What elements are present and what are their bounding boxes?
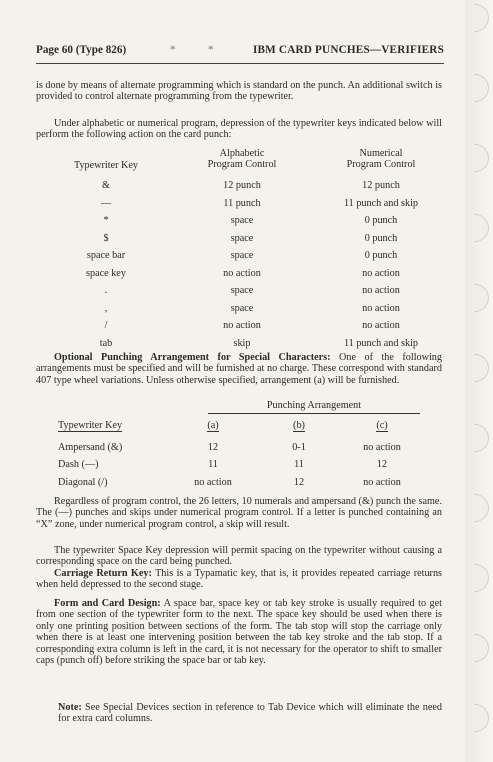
form-card-design-text: A space bar, space key or tab key stroke is usually required to get from one section of the typewriter form to the next. The space key should be used when there is only one printing position between sections of the form. The tab stop will stop the carriage only when there is at least one intervening position between the tab key stroke and the tab stop. If a corresponding extra column is left in the card, it is not necessary for the operator to shift to smaller caps (punch off) before striking the space bar or tab key.	[36, 598, 443, 667]
alphabetic-action-cell: space	[230, 215, 254, 226]
numerical-action-cell: no action	[362, 267, 400, 279]
arrangement-header-row	[58, 420, 420, 436]
note-text: See Special Devices section in reference to Tab Device which will eliminate the need for extra card columns.	[58, 702, 442, 725]
binder-hole	[474, 634, 489, 662]
typewriter-key-cell: space key	[86, 267, 126, 279]
typewriter-key-cell: $	[103, 232, 109, 244]
header-alphabetic-program-control: Program Control	[207, 159, 277, 170]
alphabetic-action-cell: skip	[233, 337, 251, 349]
typewriter-key-cell: /	[104, 320, 108, 331]
table-row	[58, 477, 420, 493]
header-typewriter-key: Typewriter Key	[73, 160, 139, 171]
paragraph-form-card-design	[36, 598, 442, 666]
numerical-action-cell: no action	[362, 320, 400, 331]
table-row	[36, 268, 444, 284]
header-arrangement-c-text: (c)	[376, 420, 388, 431]
arrangement-c-cell: no action	[363, 477, 401, 488]
alphabetic-action-cell: 12 punch	[223, 180, 261, 191]
alphabetic-action-cell: space	[230, 285, 254, 296]
carriage-return-heading: Carriage Return Key:	[54, 568, 152, 579]
page-number: Page 60 (Type 826)	[36, 44, 127, 56]
paragraph-space-key: The typewriter Space Key depression will permit spacing on the typewriter without causing a corresponding space on the card being punched.	[36, 545, 442, 568]
binder-margin	[465, 0, 493, 762]
alphabetic-action-cell: 11 punch	[223, 197, 261, 209]
arrangement-c-cell: 12	[376, 459, 388, 470]
numerical-action-cell: no action	[362, 285, 400, 296]
optional-punching-text: One of the following arrangements must be specified and will be furnished at no charge. These correspond with standard 407 type wheel variations. Unless otherwise specified, arrangement (a) will be furnished.	[36, 352, 442, 386]
paragraph-carriage-return	[36, 568, 442, 591]
binder-hole	[474, 74, 489, 102]
typewriter-key-cell: —	[100, 197, 112, 209]
table-row	[36, 285, 444, 301]
numerical-action-cell: 0 punch	[364, 250, 398, 261]
page-header	[36, 44, 444, 60]
note-heading: Note:	[58, 702, 82, 713]
header-arrangement-a	[176, 420, 250, 431]
header-star: *	[170, 44, 176, 56]
typewriter-key-cell: Dash (—)	[58, 459, 99, 470]
paragraph-optional-punching	[36, 352, 442, 386]
alphabetic-action-cell: no action	[223, 320, 261, 331]
arrangement-c-cell: no action	[363, 442, 401, 453]
table-row	[36, 250, 444, 266]
alphabetic-action-cell: no action	[223, 267, 261, 279]
alphabetic-action-cell: space	[230, 250, 254, 261]
binder-hole	[474, 284, 489, 312]
table-row	[36, 320, 444, 336]
binder-hole	[474, 354, 489, 382]
numerical-action-cell: no action	[362, 302, 400, 314]
arrangement-b-cell: 12	[293, 477, 305, 488]
binder-hole	[474, 564, 489, 592]
typewriter-key-cell: Ampersand (&)	[58, 442, 123, 453]
table-row	[36, 198, 444, 214]
header-typewriter-key	[58, 420, 178, 431]
table-row	[36, 215, 444, 231]
caption-rule	[208, 413, 420, 414]
typewriter-key-cell: .	[104, 285, 108, 296]
paragraph-note	[58, 702, 442, 725]
binder-hole	[474, 494, 489, 522]
typewriter-key-cell: *	[103, 215, 109, 226]
arrangement-caption: Punching Arrangement	[266, 400, 362, 411]
binder-hole	[474, 144, 489, 172]
numerical-action-cell: 0 punch	[364, 215, 398, 226]
carriage-return-text: This is a Typamatic key, that is, it provides repeated carriage returns when held depressed to the second stage.	[36, 568, 442, 591]
header-arrangement-b	[264, 420, 334, 431]
numerical-action-cell: 11 punch and skip	[343, 197, 419, 209]
typewriter-key-cell: tab	[99, 337, 113, 349]
header-star: *	[208, 44, 214, 56]
typewriter-key-cell: &	[102, 180, 110, 191]
header-numerical-program-control: Program Control	[346, 159, 416, 170]
binder-hole	[474, 4, 489, 32]
table-row	[58, 442, 420, 458]
header-alphabetic: Alphabetic	[219, 148, 265, 159]
key-table-header	[36, 148, 444, 174]
header-arrangement-b-text: (b)	[293, 420, 305, 431]
alphabetic-action-cell: space	[230, 302, 254, 314]
binder-hole	[474, 704, 489, 732]
form-card-design-heading: Form and Card Design:	[54, 598, 161, 609]
table-row	[58, 459, 420, 475]
page-title: IBM CARD PUNCHES—VERIFIERS	[252, 44, 444, 56]
paragraph-program-intro: Under alphabetic or numerical program, depression of the typewriter keys indicated below will perform the following action on the card punch:	[36, 118, 442, 141]
optional-punching-heading: Optional Punching Arrangement for Special Characters:	[54, 352, 331, 363]
alphabetic-action-cell: space	[230, 232, 254, 244]
arrangement-b-cell: 11	[294, 459, 304, 470]
arrangement-a-cell: 11	[208, 459, 218, 470]
header-arrangement-a-text: (a)	[207, 420, 219, 431]
typewriter-key-cell: Diagonal (/)	[58, 477, 108, 488]
numerical-action-cell: 11 punch and skip	[343, 337, 419, 349]
binder-hole	[474, 424, 489, 452]
arrangement-a-cell: no action	[194, 477, 232, 488]
header-typewriter-key-text: Typewriter Key	[58, 420, 123, 431]
header-numerical: Numerical	[359, 148, 403, 159]
table-row	[36, 303, 444, 319]
header-rule	[36, 63, 444, 64]
typewriter-key-cell: ,	[104, 302, 108, 314]
arrangement-b-cell: 0-1	[292, 442, 306, 453]
table-row	[36, 233, 444, 249]
paragraph-alternate-programming: is done by means of alternate programming which is standard on the punch. An additional switch is provided to control alternate programming from the typewriter.	[36, 80, 442, 103]
numerical-action-cell: 0 punch	[364, 232, 398, 244]
numerical-action-cell: 12 punch	[362, 180, 400, 191]
header-arrangement-c	[342, 420, 422, 431]
paragraph-regardless-program: Regardless of program control, the 26 letters, 10 numerals and ampersand (&) punch the same. The (—) punches and skips under numerical program control. If a letter is punched containing an “X” zone, under numerical program control, a skip will result.	[36, 496, 442, 530]
typewriter-key-cell: space bar	[86, 250, 126, 261]
binder-hole	[474, 214, 489, 242]
table-row	[36, 180, 444, 196]
arrangement-a-cell: 12	[207, 442, 219, 453]
